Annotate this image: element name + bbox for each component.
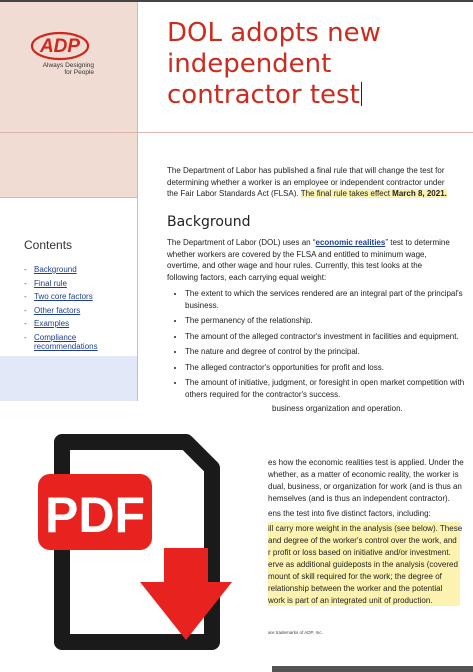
- text-cursor: [361, 82, 362, 106]
- toc-item-other-factors: [24, 306, 134, 315]
- partial-factor: business organization and operation.: [272, 404, 403, 413]
- obscured-line: es how the economic realities test is applied. Under the: [268, 458, 464, 467]
- table-of-contents: [24, 265, 134, 355]
- contents-title: Contents: [24, 238, 73, 252]
- factor-item: • The extent to which the services rendered are an integral part of the principal's business.: [185, 288, 470, 311]
- pdf-file-icon: [34, 432, 249, 652]
- factor-item: • The amount of the alleged contractor's investment in facilities and equipment.: [185, 331, 470, 343]
- logo-tagline-line2: for People: [64, 69, 94, 76]
- page-title: [167, 18, 467, 111]
- svg-text:PDF: PDF: [45, 487, 145, 543]
- obscured-line: hemselves (and is thus an independent contractor).: [268, 494, 450, 503]
- toc-link-final-rule[interactable]: Final rule: [34, 278, 67, 288]
- factor-item: • The nature and degree of control by the principal.: [185, 346, 470, 358]
- toc-link-background[interactable]: Background: [34, 265, 77, 274]
- toc-item-compliance: [24, 333, 134, 351]
- factors-list: [175, 288, 470, 404]
- toc-item-background: [24, 265, 134, 274]
- highlighted-line: r profit or loss based on initiative and/or investment.: [268, 548, 451, 557]
- factor-item: • The alleged contractor's opportunities for profit and loss.: [185, 362, 470, 374]
- toc-item-final-rule: [24, 279, 134, 288]
- toc-link-other-factors[interactable]: Other factors: [34, 305, 81, 315]
- highlighted-line: ill carry more weight in the analysis (see below). These: [268, 524, 463, 533]
- toc-link-two-core-factors[interactable]: Two core factors: [34, 292, 93, 301]
- sidebar-highlight-band: [0, 356, 137, 401]
- page-title-text: DOL adopts new independent contractor test: [167, 18, 381, 110]
- highlighted-line: mount of skill required for the work; the degree of: [268, 572, 442, 581]
- highlighted-line: erve as additional guideposts in the analysis (covered: [268, 560, 458, 569]
- economic-realities-link[interactable]: economic realities: [315, 238, 386, 247]
- obscured-line: whether, as a matter of economic reality, the worker is: [268, 470, 459, 479]
- logo-tagline: [14, 62, 94, 76]
- sidebar-band: [0, 133, 137, 198]
- intro-highlight: [301, 189, 447, 198]
- trademark-note: are trademarks of ADP, Inc.: [268, 630, 323, 635]
- obscured-line: ens the test into five distinct factors, including:: [268, 509, 431, 518]
- toc-link-compliance[interactable]: Compliance recommendations: [34, 332, 98, 351]
- highlighted-line: and degree of the worker's control over the work, and: [268, 536, 457, 545]
- background-text-end: ” test to determine whether workers are covered by the FLSA and entitled to minimum wage, overtime, and other wage and hour rules. Currently, this test looks at the following factors, each carrying equal weight:: [167, 238, 450, 282]
- intro-highlight-text: The final rule takes effect: [300, 189, 393, 198]
- logo-tagline-line1: Always Designing: [42, 62, 94, 69]
- toc-item-examples: [24, 319, 134, 328]
- effective-date: March 8, 2021.: [392, 189, 447, 198]
- bottom-bar: [272, 666, 473, 672]
- highlighted-line: work is part of an integrated unit of production.: [268, 596, 433, 605]
- section-heading-background: Background: [167, 214, 251, 230]
- highlighted-line: relationship between the worker and the potential: [268, 584, 443, 593]
- svg-text:ADP: ADP: [39, 36, 81, 57]
- intro-paragraph: [167, 165, 457, 208]
- adp-logo-icon: [30, 30, 90, 62]
- toc-item-two-core-factors: [24, 292, 134, 301]
- factor-item: • The amount of initiative, judgment, or foresight in open market competition with others required for the contractor's success.: [185, 377, 470, 400]
- factor-item: • The permanency of the relationship.: [185, 315, 470, 327]
- toc-link-examples[interactable]: Examples: [34, 319, 70, 328]
- background-text-start: The Department of Labor (DOL) uses an “: [167, 238, 316, 247]
- intro-text: The Department of Labor has published a final rule that will change the test for determining whether a worker is an employee or independent contractor under the Fair Labor Standards Act (FLSA).: [167, 166, 445, 198]
- obscured-line: dual, business, or organization for work (and is thus an: [268, 482, 462, 491]
- background-paragraph: [167, 237, 455, 283]
